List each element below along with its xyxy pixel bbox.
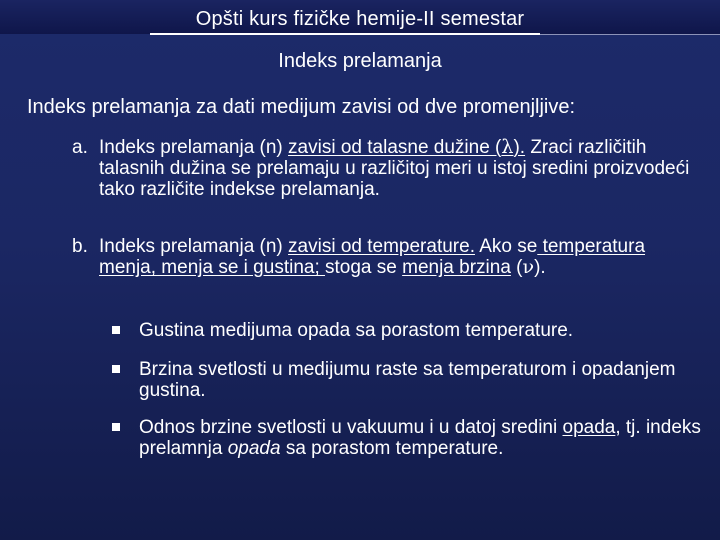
item-a-part1: Indeks prelamanja (n) (99, 137, 289, 158)
bullet-3-part3: , tj. indeks prelamnja (139, 417, 701, 459)
item-b-part1: Indeks prelamanja (n) (99, 236, 289, 257)
item-b-part3: Ako se (474, 236, 538, 257)
nu-symbol: ν (522, 256, 535, 278)
list-item-a (72, 137, 702, 200)
lambda-symbol: λ (501, 136, 514, 158)
item-a-part4: Zraci različitih talasnih dužina se prelamaju u različitoj meri u istoj sredini proizvodeći tako različite indekse prelamanja. (99, 137, 690, 200)
header-divider (150, 33, 540, 35)
square-bullet-icon (112, 365, 120, 373)
list-marker-a: a. (72, 137, 88, 158)
item-a-part3: ). (513, 137, 526, 158)
course-title: Opšti kurs fizičke hemije-II semestar (195, 8, 525, 30)
list-item-b-text (99, 236, 702, 278)
square-bullet-icon (112, 423, 120, 431)
header-divider-tail (540, 34, 720, 35)
bullet-2-text: Brzina svetlosti u medijumu raste sa temperaturom i opadanjem gustina. (139, 359, 676, 401)
list-item-a-text (99, 137, 702, 200)
bullet-3-part5: sa porastom temperature. (280, 438, 504, 459)
item-b-part7: ( (510, 257, 523, 278)
item-b-part4: temperatura menja, menja se i gustina; (99, 236, 646, 278)
bullet-item-2 (112, 359, 702, 401)
item-b-part8: ). (534, 257, 546, 278)
item-b-part5: stoga se (325, 257, 403, 278)
square-bullet-icon (112, 326, 120, 334)
bullet-3-text (139, 417, 702, 459)
list-marker-b: b. (72, 236, 88, 257)
bullet-3-part1: Odnos brzine svetlosti u vakuumu i u datoj sredini (139, 417, 563, 438)
item-b-part2: zavisi od temperature. (288, 236, 475, 257)
item-a-part2: zavisi od talasne dužine ( (288, 137, 502, 158)
slide-title: Indeks prelamanja (278, 50, 442, 72)
list-item-b (72, 236, 702, 278)
intro-text: Indeks prelamanja za dati medijum zavisi od dve promenjljive: (27, 96, 576, 118)
bullet-1-text: Gustina medijuma opada sa porastom temperature. (139, 320, 574, 341)
item-b-part6: menja brzina (402, 257, 511, 278)
bullet-3-part4: opada (227, 438, 281, 459)
bullet-item-3 (112, 417, 702, 459)
bullet-item-1 (112, 320, 702, 341)
bullet-3-part2: opada (562, 417, 616, 438)
